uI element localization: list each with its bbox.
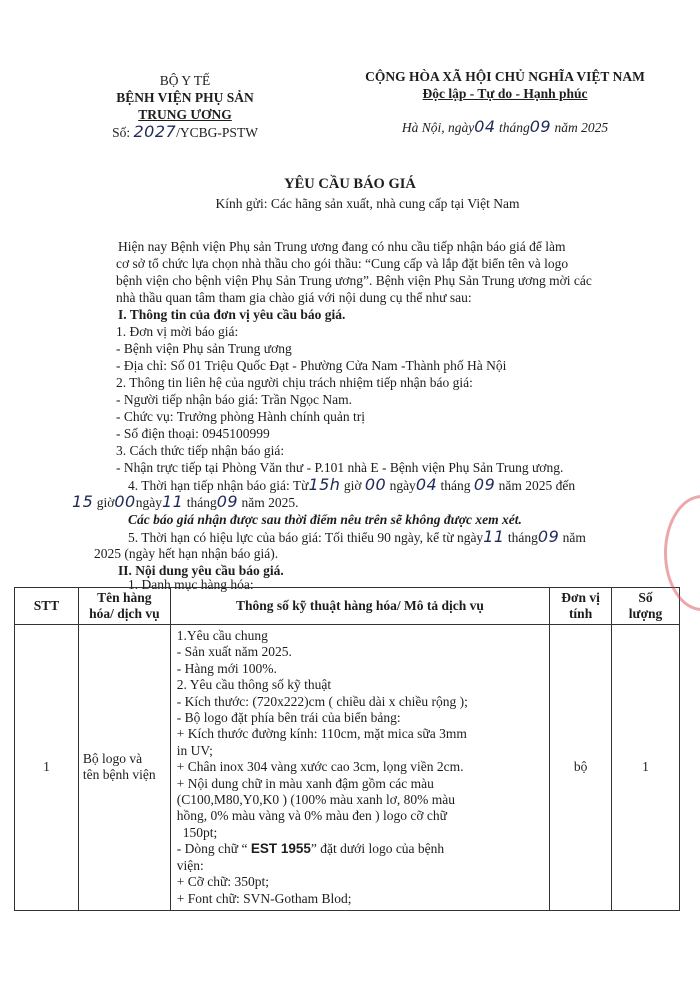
- spec-line: + Cỡ chữ: 350pt;: [176, 874, 269, 890]
- section1-line-3: - Địa chỉ: Số 01 Triệu Quốc Đạt - Phường Cửa Nam -Thành phố Hà Nội: [116, 358, 507, 373]
- est-text: EST 1955: [250, 841, 311, 857]
- spec-line: 2. Yêu cầu thông số kỹ thuật: [176, 677, 332, 693]
- header-spec: Thông số kỹ thuật hàng hóa/ Mô tả dịch vụ: [170, 588, 549, 625]
- section1-line-9: - Nhận trực tiếp tại Phòng Văn thư - P.101 nhà E - Bệnh viện Phụ Sản Trung ương.: [116, 460, 564, 475]
- spec-line: - Sản xuất năm 2025.: [176, 644, 292, 660]
- hospital-name-line1: BỆNH VIỆN PHỤ SẢN: [116, 90, 254, 105]
- deadline-text-9: năm 2025.: [241, 495, 299, 510]
- date-month-label: tháng: [498, 120, 530, 135]
- header-right: [350, 68, 660, 136]
- deadline-line-1: [128, 476, 575, 494]
- header-qty-line2: lượng: [628, 606, 663, 621]
- section2-sub: 1. Danh mục hàng hóa:: [128, 577, 254, 592]
- spec-line: + Chân inox 304 vàng xước cao 3cm, lọng viền 2cm.: [176, 759, 464, 775]
- spec-line: - Bộ logo đặt phía bên trái của biển bảng:: [176, 710, 401, 726]
- validity-line-1: [128, 528, 586, 546]
- deadline-month-1: 09: [473, 475, 496, 494]
- document-title: YÊU CẦU BÁO GIÁ: [284, 176, 416, 192]
- deadline-note: Các báo giá nhận được sau thời điểm nêu trên sẽ không được xem xét.: [128, 512, 522, 527]
- date-year: năm 2025: [554, 120, 609, 135]
- deadline-hour-2: 15: [72, 492, 94, 511]
- section1-heading: I. Thông tin của đơn vị yêu cầu báo giá.: [118, 307, 346, 322]
- row-stt: 1: [15, 625, 79, 911]
- deadline-text-2: giờ: [343, 478, 362, 493]
- table-header-row: [15, 588, 680, 625]
- intro-line-4: nhà thầu quan tâm tham gia chào giá với nội dung cụ thể như sau:: [116, 290, 472, 305]
- row-name-line2: tên bệnh viện: [82, 767, 156, 783]
- spec-line: - Kích thước: (720x222)cm ( chiều dài x chiều rộng );: [176, 693, 468, 709]
- header-name-line1: Tên hàng: [97, 590, 152, 605]
- deadline-month-2: 09: [216, 492, 239, 511]
- motto: [350, 85, 660, 102]
- deadline-text-8: tháng: [186, 495, 217, 510]
- intro-line-1: Hiện nay Bệnh viện Phụ sản Trung ương đang có nhu cầu tiếp nhận báo giá để làm: [118, 239, 566, 254]
- spec-line: in UV;: [176, 742, 213, 758]
- spec-line: viện:: [176, 857, 204, 873]
- est-prefix: - Dòng chữ “: [176, 841, 251, 857]
- deadline-min-1: 00: [364, 475, 387, 494]
- header-unit-line2: tính: [568, 606, 593, 621]
- section1-line-5: - Người tiếp nhận báo giá: Trần Ngọc Nam.: [116, 392, 353, 407]
- spec-line: hồng, 0% màu vàng và 0% màu đen ) logo cỡ chữ: [176, 808, 447, 824]
- recipient-line: Kính gửi: Các hãng sản xuất, nhà cung cấp tại Việt Nam: [215, 196, 520, 211]
- country-name: CỘNG HÒA XÃ HỘI CHỦ NGHĨA VIỆT NAM: [365, 69, 645, 84]
- deadline-day-1: 04: [415, 475, 438, 494]
- row-name-line1: Bộ logo và: [82, 751, 143, 767]
- header-stt: STT: [15, 588, 79, 625]
- row-unit: bộ: [550, 625, 612, 911]
- deadline-text-1: 4. Thời hạn tiếp nhận báo giá: Từ: [128, 478, 309, 493]
- number-handwritten: 2027: [133, 122, 177, 141]
- deadline-text-7: ngày: [135, 495, 162, 510]
- spec-line: (C100,M80,Y0,K0 ) (100% màu xanh lơ, 80% màu: [176, 792, 456, 808]
- header-qty: [612, 588, 680, 625]
- header-unit: [550, 588, 612, 625]
- row-spec: [170, 625, 549, 911]
- spec-line: 1.Yêu cầu chung: [176, 628, 268, 643]
- issue-date: [350, 118, 660, 136]
- deadline-min-2: 00: [114, 492, 136, 511]
- header-unit-line1: Đơn vị: [561, 590, 600, 605]
- validity-line-2: 2025 (ngày hết hạn nhận báo giá).: [94, 546, 279, 561]
- header-qty-line1: Số: [638, 590, 653, 605]
- deadline-line-2: [72, 493, 298, 511]
- deadline-text-6: giờ: [96, 495, 115, 510]
- validity-text-1: 5. Thời hạn có hiệu lực của báo giá: Tối thiểu 90 ngày, kể từ ngày: [128, 530, 484, 545]
- table-row: [15, 625, 680, 911]
- validity-month: 09: [537, 527, 560, 546]
- header-left: [95, 72, 275, 141]
- validity-text-3: năm: [562, 530, 586, 545]
- header-name-line2: hóa/ dịch vụ: [89, 606, 160, 621]
- number-suffix: /YCBG-PSTW: [176, 125, 258, 140]
- deadline-text-3: ngày: [389, 478, 416, 493]
- deadline-hour-1: 15h: [308, 475, 341, 494]
- section1-line-8: 3. Cách thức tiếp nhận báo giá:: [116, 443, 285, 458]
- section1-line-7: - Số điện thoại: 0945100999: [116, 426, 270, 441]
- est-suffix: ” đặt dưới logo của bệnh: [310, 841, 445, 857]
- ministry-name: BỘ Y TẾ: [159, 73, 211, 88]
- number-prefix: Số:: [112, 125, 131, 140]
- intro-line-3: bệnh viện cho bệnh viện Phụ Sản Trung ương”. Bệnh viện Phụ Sản Trung ương mời các: [116, 273, 592, 288]
- validity-day: 11: [483, 527, 505, 546]
- spec-line: 150pt;: [182, 824, 218, 840]
- validity-text-2: tháng: [507, 530, 538, 545]
- section2-heading: II. Nội dung yêu cầu báo giá.: [118, 563, 284, 578]
- document-number: [95, 123, 275, 141]
- date-prefix: Hà Nội, ngày: [401, 120, 475, 135]
- date-month-handwritten: 09: [529, 117, 552, 136]
- goods-table: [14, 587, 680, 911]
- row-qty: 1: [612, 625, 680, 911]
- deadline-day-2: 11: [161, 492, 184, 511]
- spec-line-est: [177, 841, 543, 857]
- deadline-text-5: năm 2025 đến: [498, 478, 576, 493]
- spec-line: - Hàng mới 100%.: [176, 660, 277, 676]
- header-name: [78, 588, 170, 625]
- spec-line: + Nội dung chữ in màu xanh đậm gồm các màu: [176, 775, 434, 791]
- date-day-handwritten: 04: [474, 117, 496, 136]
- row-name: [78, 625, 170, 911]
- deadline-text-4: tháng: [440, 478, 471, 493]
- section1-line-2: - Bệnh viện Phụ sản Trung ương: [116, 341, 292, 356]
- intro-line-2: cơ sở tổ chức lựa chọn nhà thầu cho gói thầu: “Cung cấp và lắp đặt biển tên và logo: [116, 256, 569, 271]
- spec-line: + Font chữ: SVN-Gotham Blod;: [176, 890, 352, 906]
- hospital-name-line2: [95, 106, 275, 123]
- section1-line-6: - Chức vụ: Trưởng phòng Hành chính quản trị: [116, 409, 366, 424]
- motto-text: Độc lập - Tự do - Hạnh phúc: [422, 86, 588, 101]
- spec-line: + Kích thước đường kính: 110cm, mặt mica sữa 3mm: [176, 726, 467, 742]
- hospital-name-line2-text: TRUNG ƯƠNG: [138, 107, 232, 122]
- section1-line-4: 2. Thông tin liên hệ của người chịu trách nhiệm tiếp nhận báo giá:: [116, 375, 473, 390]
- section1-line-1: 1. Đơn vị mời báo giá:: [116, 324, 239, 339]
